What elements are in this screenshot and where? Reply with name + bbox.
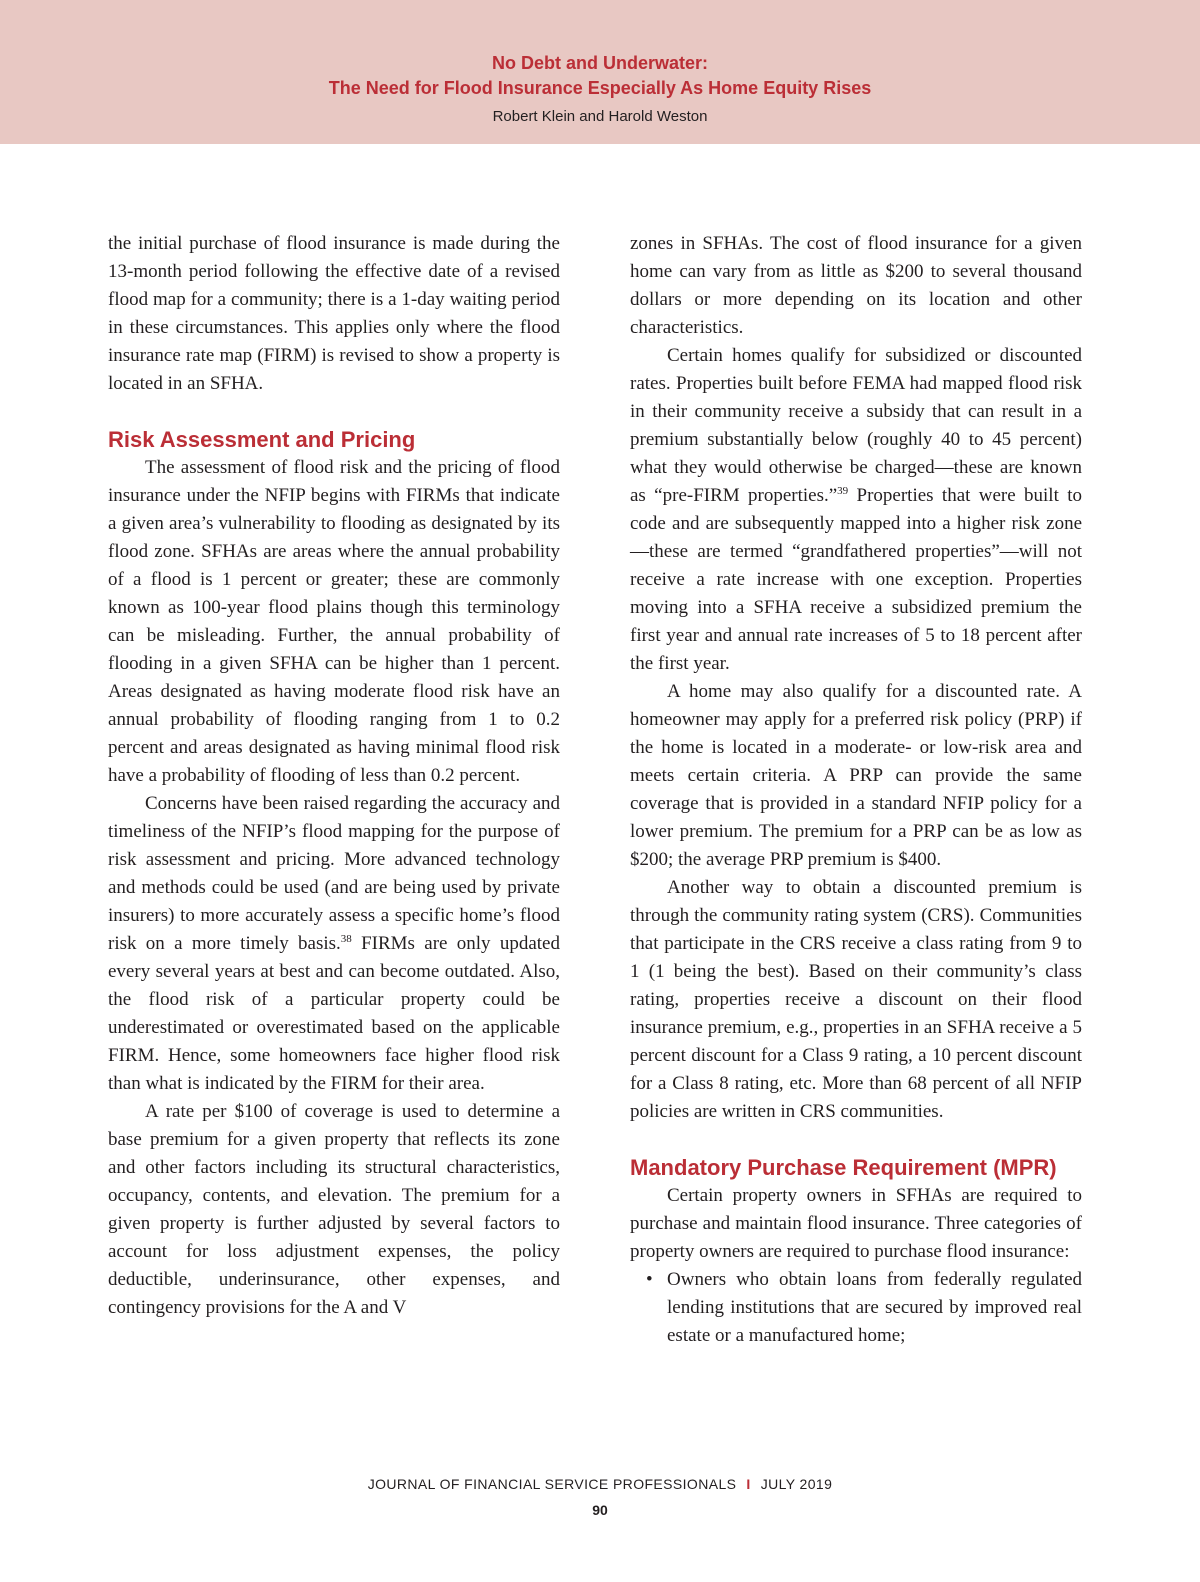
issue-date: JULY 2019 xyxy=(760,1476,833,1492)
footer-separator: I xyxy=(746,1476,751,1492)
paragraph: A home may also qualify for a discounted rate. A homeowner may apply for a preferred risk policy (PRP) if the home is located in a moderate- or low-risk area and meets certain criteria. A PRP can provide the same coverage that is provided in a standard NFIP policy for a lower premium. The premium for a PRP can be as low as $200; the average PRP premium is $400. xyxy=(630,681,1082,870)
article-authors: Robert Klein and Harold Weston xyxy=(492,108,708,125)
paragraph: Certain property owners in SFHAs are required to purchase and maintain flood insurance. Three categories of property owners are required to purchase flood insurance: xyxy=(630,1185,1082,1262)
journal-name: JOURNAL OF FINANCIAL SERVICE PROFESSIONALS xyxy=(367,1476,737,1492)
section-heading-mandatory-purchase: Mandatory Purchase Requirement (MPR) xyxy=(630,1155,1057,1180)
page-number: 90 xyxy=(592,1502,608,1518)
left-column xyxy=(108,230,560,1322)
right-column xyxy=(630,230,1082,1350)
section-heading-risk-assessment: Risk Assessment and Pricing xyxy=(108,427,416,452)
paragraph: the initial purchase of flood insurance is made during the 13-month period following the effective date of a revised flood map for a community; there is a 1-day waiting period in these circumstances. This applies only where the flood insurance rate map (FIRM) is revised to show a property is located in an SFHA. xyxy=(108,233,560,394)
paragraph: The assessment of flood risk and the pricing of flood insurance under the NFIP begins with FIRMs that indicate a given area’s vulnerability to flooding as designated by its flood zone. SFHAs are areas where the annual probability of a flood is 1 percent or greater; these are commonly known as 100-year flood plains though this terminology can be misleading. Further, the annual probability of flooding in a given SFHA can be higher than 1 percent. Areas designated as having moderate flood risk have an annual probability of flooding ranging from 1 to 0.2 percent and areas designated as having minimal flood risk have a probability of flooding of less than 0.2 percent. xyxy=(108,457,560,786)
article-title-line-1: No Debt and Underwater: xyxy=(491,53,709,73)
footnote-ref-39: 39 xyxy=(837,485,849,497)
footnote-ref-38: 38 xyxy=(340,933,352,945)
paragraph-text: FIRMs are only updated every several years at best and can become outdated. Also, the flood risk of a particular property could be underestimated or overestimated based on the applicable FIRM. Hence, some homeowners face higher flood risk than what is indicated by the FIRM for their area. xyxy=(108,933,560,1094)
paragraph xyxy=(108,790,560,1098)
list-item xyxy=(630,1266,1082,1350)
paragraph: zones in SFHAs. The cost of flood insurance for a given home can vary from as little as $200 to several thousand dollars or more depending on its location and other characteristics. xyxy=(630,233,1082,338)
bullet-list xyxy=(630,1266,1082,1350)
list-item-text: Owners who obtain loans from federally regulated lending institutions that are secured by improved real estate or a manufactured home; xyxy=(667,1269,1082,1346)
section-spacer xyxy=(108,398,560,426)
paragraph-text: Properties that were built to code and are subsequently mapped into a higher risk zone—these are termed “grandfathered properties”—will not receive a rate increase with one exception. Properties moving into a SFHA receive a subsidized premium the first year and annual rate increases of 5 to 18 percent after the first year. xyxy=(630,485,1082,674)
bullet-icon: • xyxy=(646,1269,653,1290)
paragraph: A rate per $100 of coverage is used to determine a base premium for a given property that reflects its zone and other factors including its structural characteristics, occupancy, contents, and elevation. The premium for a given property is further adjusted by several factors to account for loss adjustment expenses, the policy deductible, underinsurance, other expenses, and contingency provisions for the A and V xyxy=(108,1101,560,1318)
paragraph-text: Concerns have been raised regarding the accuracy and timeliness of the NFIP’s flood mapping for the purpose of risk assessment and pricing. More advanced technology and methods could be used (and are being used by private insurers) to more accurately assess a specific home’s flood risk on a more timely basis. xyxy=(108,793,560,954)
running-header xyxy=(0,0,1200,144)
article-title-line-2: The Need for Flood Insurance Especially As Home Equity Rises xyxy=(328,78,872,98)
paragraph-text: Certain homes qualify for subsidized or discounted rates. Properties built before FEMA had mapped flood risk in their community receive a subsidy that can result in a premium substantially below (roughly 40 to 45 percent) what they would otherwise be charged—these are known as “pre-FIRM properties.” xyxy=(630,345,1082,506)
footer-journal-line xyxy=(0,1474,1200,1494)
paragraph xyxy=(630,342,1082,678)
paragraph: Another way to obtain a discounted premium is through the community rating system (CRS). Communities that participate in the CRS receive a class rating from 9 to 1 (1 being the best). Based on their community’s class rating, properties receive a discount on their flood insurance premium, e.g., properties in an SFHA receive a 5 percent discount for a Class 9 rating, a 10 percent discount for a Class 8 rating, etc. More than 68 percent of all NFIP policies are written in CRS communities. xyxy=(630,877,1082,1122)
section-spacer xyxy=(630,1126,1082,1154)
